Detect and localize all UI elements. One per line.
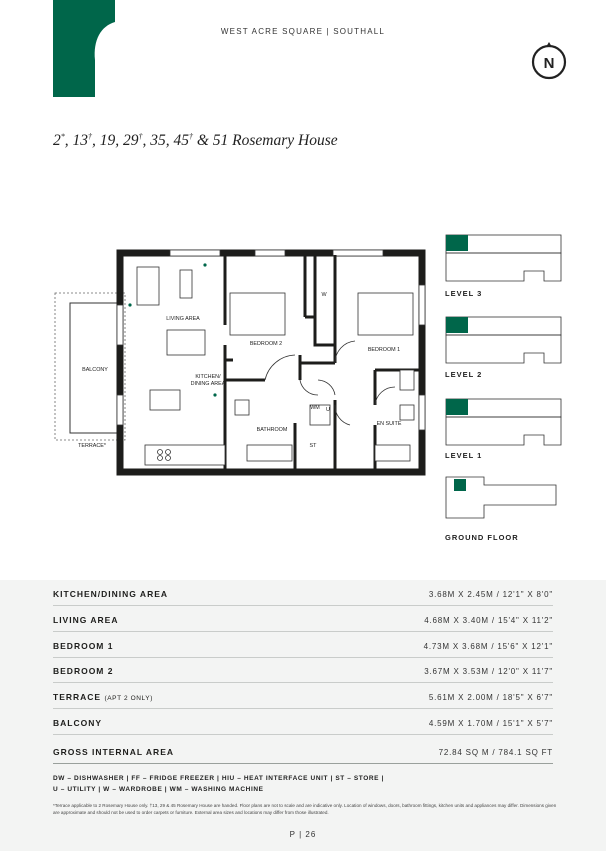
room-label-kitchen-2: DINING AREA <box>190 381 226 387</box>
floor-plan <box>50 245 430 480</box>
window <box>170 250 220 256</box>
title-unit-29: 29 <box>123 132 139 149</box>
dimension-name: BEDROOM 1 <box>53 641 114 651</box>
title-mark: † <box>88 132 92 141</box>
room-label-utility: U <box>326 407 330 413</box>
footnote: *Terrace applicable to 2 Rosemary House only. †13, 29 & 45 Rosemary House are handed. Floor plans are not to scale and are indicative only. Location of windows, doors, bathroom fittings, kitchen units and appliances may differ. Dimensions given are approximate and should not be used to order carpets or furniture. External area sizes and locations may differ from those illustrated. <box>53 803 557 815</box>
internal-walls <box>225 255 420 470</box>
dimension-value: 3.67M X 3.53M / 12'0" X 11'7" <box>424 666 553 676</box>
abbreviation-legend <box>53 773 553 795</box>
external-walls <box>120 253 422 472</box>
brand-quote-mark <box>53 0 115 97</box>
room-label-terrace: TERRACE* <box>78 443 106 449</box>
dimension-name: GROSS INTERNAL AREA <box>53 747 175 757</box>
page-label: P <box>289 830 296 839</box>
title-unit-19: 19 <box>99 132 116 149</box>
room-label-bedroom2: BEDROOM 2 <box>249 341 283 347</box>
title-unit-13: 13 <box>72 132 88 149</box>
room-label-store: ST <box>309 443 317 449</box>
site-plan-level-1 <box>446 399 561 445</box>
dimension-value: 5.61M X 2.00M / 18'5" X 6'7" <box>428 692 553 702</box>
site-plan-ground-floor <box>446 477 556 518</box>
room-label-living: LIVING AREA <box>166 316 200 322</box>
site-plans <box>444 233 564 543</box>
north-compass-icon <box>531 40 567 80</box>
site-label-level-3: LEVEL 3 <box>445 289 483 298</box>
room-label-wm: WM <box>310 405 320 411</box>
unit-title: 2*, 13†, 19, 29†, 35, 45† & 51 Rosemary House <box>53 132 338 149</box>
dimension-note: (APT 2 ONLY) <box>104 695 153 702</box>
dimension-row <box>53 741 553 764</box>
title-unit-35: 35 <box>150 132 166 149</box>
dimension-value: 4.68M X 3.40M / 15'4" X 11'2" <box>424 615 553 625</box>
dimension-row <box>53 712 553 735</box>
dimension-value: 4.59M X 1.70M / 15'1" X 5'7" <box>428 718 553 728</box>
dimension-name-text: TERRACE <box>53 692 102 702</box>
room-label-balcony: BALCONY <box>82 367 108 373</box>
plan-marker <box>203 263 206 266</box>
room-label-kitchen-1: KITCHEN/ <box>195 374 221 380</box>
dimension-value: 4.73M X 3.68M / 15'6" X 12'1" <box>423 641 553 651</box>
title-mark: * <box>60 132 65 141</box>
dimension-value: 3.68M X 2.45M / 12'1" X 8'0" <box>428 589 553 599</box>
site-plan-level-3 <box>446 235 561 281</box>
site-label-level-2: LEVEL 2 <box>445 370 483 379</box>
site-plan-level-2 <box>446 317 561 363</box>
dimension-name: BEDROOM 2 <box>53 666 114 676</box>
window <box>333 250 383 256</box>
title-tail: & 51 Rosemary House <box>196 132 338 149</box>
page-number: P | 26 <box>289 830 317 839</box>
dimension-name <box>53 692 153 702</box>
window <box>255 250 285 256</box>
dimension-name: LIVING AREA <box>53 615 119 625</box>
dimension-row <box>53 686 553 709</box>
window <box>419 285 425 325</box>
room-label-bedroom1: BEDROOM 1 <box>367 347 401 353</box>
room-label-wardrobe: W <box>321 292 327 298</box>
header-location: WEST ACRE SQUARE | SOUTHALL <box>220 27 386 36</box>
legend-line: DW – DISHWASHER | FF – FRIDGE FREEZER | HIU – HEAT INTERFACE UNIT | ST – STORE | <box>53 775 384 782</box>
title-mark: † <box>138 132 143 141</box>
legend-line: U – UTILITY | W – WARDROBE | WM – WASHING MACHINE <box>53 786 264 793</box>
dimension-row <box>53 609 553 632</box>
title-mark: † <box>189 132 193 141</box>
plan-marker <box>128 303 131 306</box>
room-label-bathroom: BATHROOM <box>256 427 288 433</box>
furniture <box>137 267 414 465</box>
dimension-row <box>53 660 553 683</box>
window <box>419 395 425 430</box>
page-number-value: 26 <box>305 830 317 839</box>
dimension-row <box>53 583 553 606</box>
dimension-value: 72.84 SQ M / 784.1 SQ FT <box>438 747 553 757</box>
site-label-level-1: LEVEL 1 <box>445 451 483 460</box>
site-label-ground-floor: GROUND FLOOR <box>445 533 519 542</box>
window <box>117 395 123 425</box>
plan-marker <box>213 393 216 396</box>
room-label-ensuite: EN SUITE <box>376 421 402 427</box>
dimension-name: BALCONY <box>53 718 103 728</box>
dimension-name: KITCHEN/DINING AREA <box>53 589 169 599</box>
compass-letter: N <box>543 55 555 72</box>
title-unit-2: 2 <box>53 132 61 149</box>
window <box>117 305 123 345</box>
dimension-row <box>53 635 553 658</box>
title-unit-45: 45 <box>173 132 189 149</box>
